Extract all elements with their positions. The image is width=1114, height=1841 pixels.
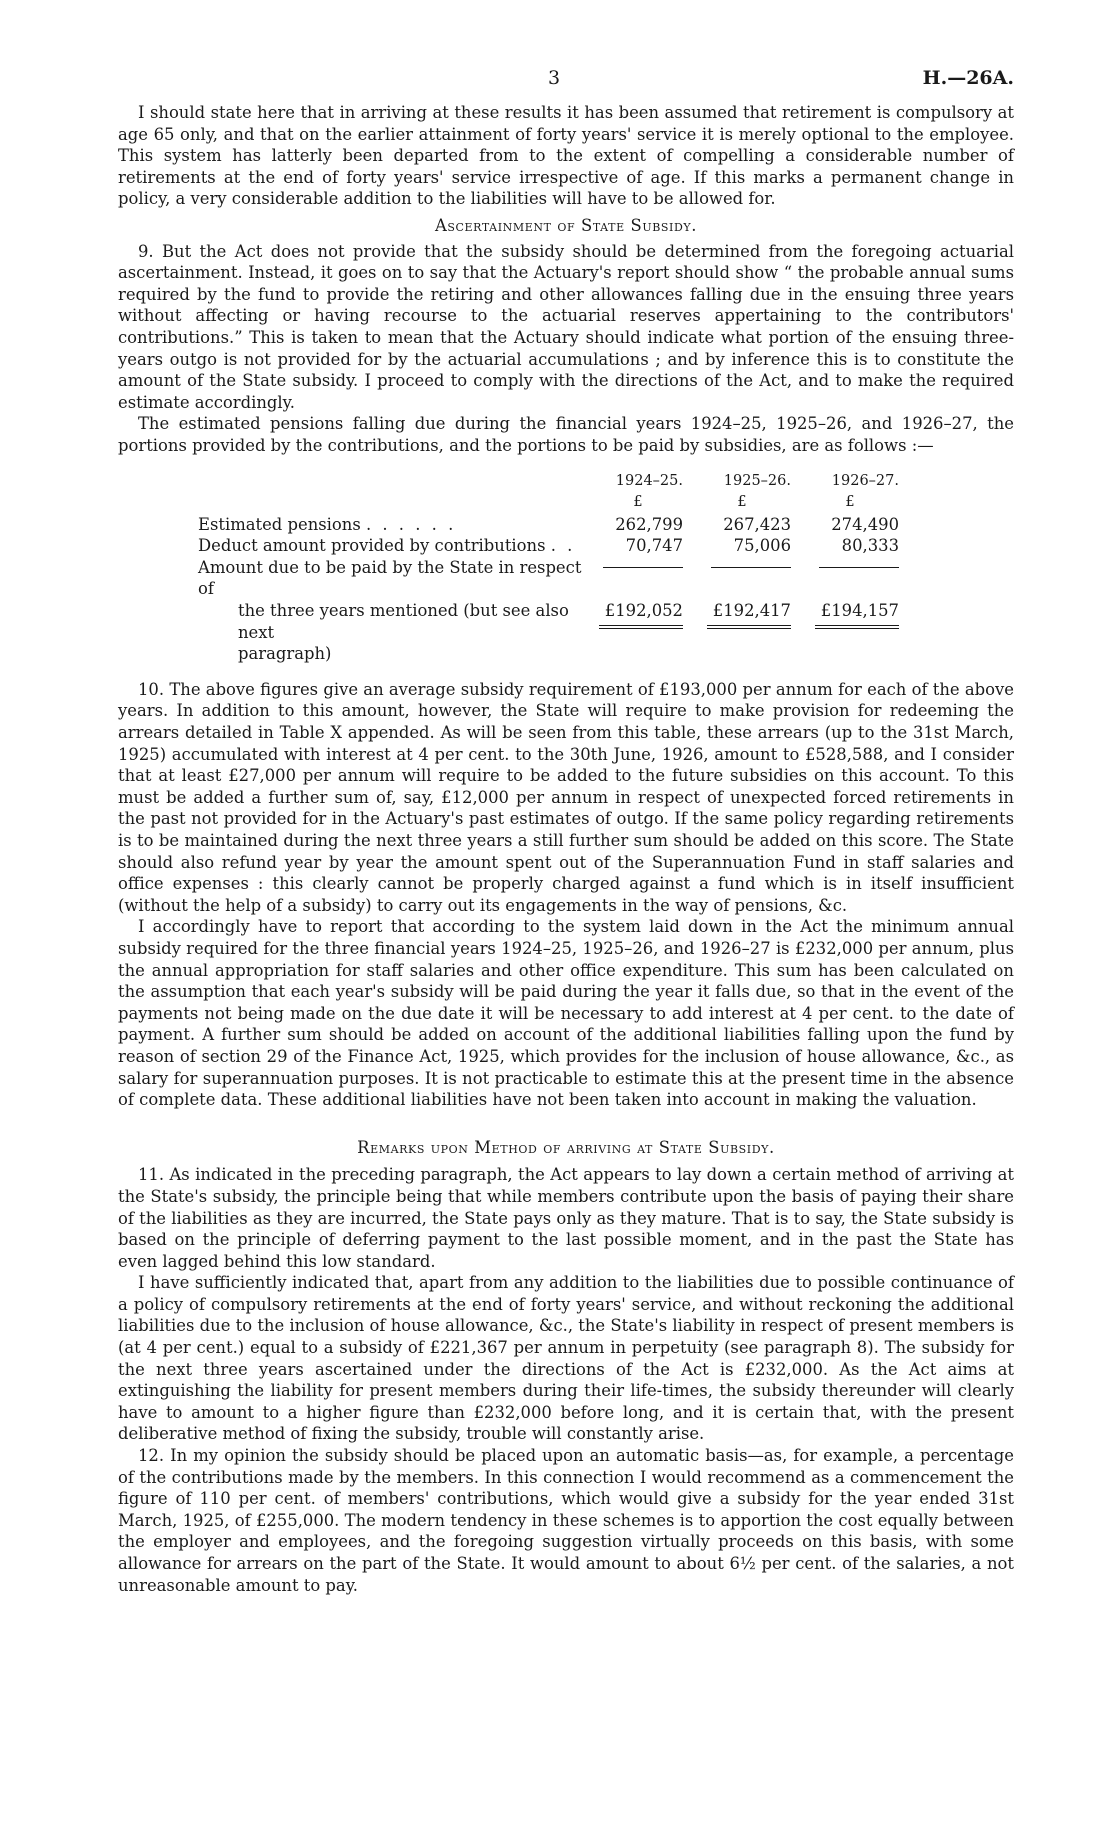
table-cell: 267,423 <box>723 514 791 534</box>
table-cell: 80,333 <box>841 536 899 556</box>
currency-symbol: £ <box>633 494 643 511</box>
currency-symbol: £ <box>737 494 747 511</box>
paragraph-9: 9. But the Act does not provide that the subsidy should be determined from the foregoing actuarial ascertainment. Instead, it goes on to say that the Actuary's report should show “ the probable annual sums required by the fund to provide the retiring and other allowances falling due in the ensuing three years without affecting or having recourse to the actuarial reserves appertaining to the contributors' contributions.” This is taken to mean that the Actuary should indicate what portion of the ensuing three-years outgo is not provided for by the actuarial accumulations ; and by inference this is to constitute the amount of the State subsidy. I proceed to comply with the directions of the Act, and to make the required estimate accordingly. <box>118 241 1014 412</box>
column-header: 1926–27. <box>831 472 899 489</box>
total-cell: £192,417 <box>712 601 791 621</box>
total-cell: £192,052 <box>604 601 683 621</box>
table-cell: 70,747 <box>625 536 683 556</box>
table-row-total-label-1 <box>118 557 1014 600</box>
leader-dots: . . . . . . <box>365 514 457 534</box>
row-label: Amount due to be paid by the State in respect of <box>198 557 582 599</box>
document-page <box>118 62 1014 1596</box>
page-header <box>118 62 1014 102</box>
row-label-continuation: paragraph) <box>238 644 332 664</box>
row-label-continuation: the three years mentioned (but see also next <box>238 601 569 642</box>
pensions-table <box>118 471 1014 665</box>
column-header: 1924–25. <box>615 472 683 489</box>
column-header: 1925–26. <box>723 472 791 489</box>
paragraph-11: 11. As indicated in the preceding paragraph, the Act appears to lay down a certain method of arriving at the State's subsidy, the principle being that while members contribute upon the basis of paying their share of the liabilities as they are incurred, the State pays only as they mature. That is to say, the State subsidy is based on the principle of deferring payment to the last possible moment, and in the past the State has even lagged behind this low standard. <box>118 1165 1014 1271</box>
table-header-row <box>118 471 1014 493</box>
double-rule <box>599 625 683 629</box>
series-reference: H.—26A. <box>922 67 1014 89</box>
section-heading-remarks: Remarks upon Method of arriving at State Subsidy. <box>357 1137 775 1157</box>
total-cell: £194,157 <box>820 601 899 621</box>
currency-symbol: £ <box>845 494 855 511</box>
table-cell: 75,006 <box>733 536 791 556</box>
table-row-total <box>118 600 1014 665</box>
currency-row <box>118 492 1014 514</box>
paragraph-12: 12. In my opinion the subsidy should be placed upon an automatic basis—as, for example, a percentage of the contributions made by the members. In this connection I would recommend as a commencement the figure of 110 per cent. of members' contributions, which would give a subsidy for the year ended 31st March, 1925, of £255,000. The modern tendency in these schemes is to apportion the cost equally between the employer and employees, and the foregoing suggestion virtually proceeds on this basis, with some allowance for arrears on the part of the State. It would amount to about 6½ per cent. of the salaries, a not unreasonable amount to pay. <box>118 1446 1014 1595</box>
double-rule <box>707 625 791 629</box>
table-cell: 274,490 <box>831 514 899 534</box>
sum-rule <box>711 567 791 568</box>
sum-rule <box>819 567 899 568</box>
paragraph-11-continued: I have sufficiently indicated that, apart from any addition to the liabilities due to possible continuance of a policy of compulsory retirements at the end of forty years' service, and without reckoning the additional liabilities due to the inclusion of house allowance, &c., the State's liability in respect of present members is (at 4 per cent.) equal to a subsidy of £221,367 per annum in perpetuity (see paragraph 8). The subsidy for the next three years ascertained under the directions of the Act is £232,000. As the Act aims at extinguishing the liability for present members during their life-times, the subsidy thereunder will clearly have to amount to a higher figure than £232,000 before long, and it is certain that, with the present deliberative method of fixing the subsidy, trouble will constantly arise. <box>118 1273 1014 1444</box>
paragraph-10: 10. The above figures give an average subsidy requirement of £193,000 per annum for each of the above years. In addition to this amount, however, the State will require to make provision for redeeming the arrears detailed in Table X appended. As will be seen from this table, these arrears (up to the 31st March, 1925) accumulated with interest at 4 per cent. to the 30th June, 1926, amount to £528,588, and I consider that at least £27,000 per annum will require to be added to the future subsidies on this account. To this must be added a further sum of, say, £12,000 per annum in respect of unexpected forced retirements in the past not provided for in the Actuary's past estimates of outgo. If the same policy regarding retirements is to be maintained during the next three years a still further sum should be added on this score. The State should also refund year by year the amount spent out of the Superannuation Fund in staff salaries and office expenses : this clearly cannot be properly charged against a fund which is in itself insufficient (without the help of a subsidy) to carry out its engagements in the way of pensions, &c. <box>118 679 1014 915</box>
row-label: Deduct amount provided by contributions <box>198 536 546 556</box>
table-row-estimated-pensions <box>118 514 1014 536</box>
table-intro-paragraph: The estimated pensions falling due during the financial years 1924–25, 1925–26, and 1926–27, the portions provided by the contributions, and the portions to be paid by subsidies, are as follows :— <box>118 414 1014 455</box>
sum-rule <box>603 567 683 568</box>
section-heading-ascertainment: Ascertainment of State Subsidy. <box>434 215 698 235</box>
intro-paragraph: I should state here that in arriving at these results it has been assumed that retirement is compulsory at age 65 only, and that on the earlier attainment of forty years' service it is merely optional to the employee. This system has latterly been departed from to the extent of compelling a considerable number of retirements at the end of forty years' service irrespective of age. If this marks a permanent change in policy, a very considerable addition to the liabilities will have to be allowed for. <box>118 103 1014 209</box>
leader-dots: . . <box>550 536 576 556</box>
table-row-contributions <box>118 535 1014 557</box>
page-number: 3 <box>548 67 561 89</box>
row-label: Estimated pensions <box>198 514 361 534</box>
double-rule <box>815 625 899 629</box>
table-cell: 262,799 <box>615 514 683 534</box>
paragraph-10-continued: I accordingly have to report that according to the system laid down in the Act the minimum annual subsidy required for the three financial years 1924–25, 1925–26, and 1926–27 is £232,000 per annum, plus the annual appropriation for staff salaries and other office expenditure. This sum has been calculated on the assumption that each year's subsidy will be paid during the year it falls due, so that in the event of the payments not being made on the due date it will be necessary to add interest at 4 per cent. to the date of payment. A further sum should be added on account of the additional liabilities falling upon the fund by reason of section 29 of the Finance Act, 1925, which provides for the inclusion of house allowance, &c., as salary for superannuation purposes. It is not practicable to estimate this at the present time in the absence of complete data. These additional liabilities have not been taken into account in making the valuation. <box>118 917 1014 1110</box>
